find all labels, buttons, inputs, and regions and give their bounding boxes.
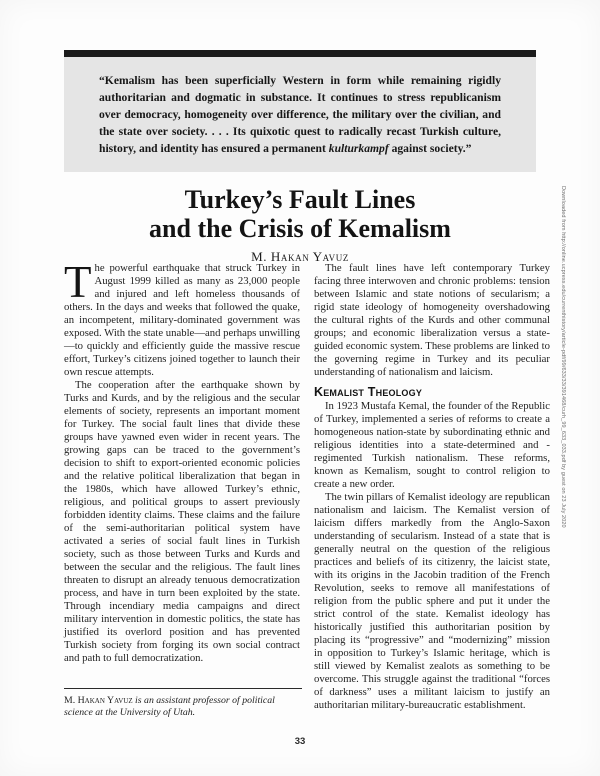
article-title: [64, 186, 536, 243]
article-title-line-2: and the Crisis of Kemalism: [149, 213, 451, 243]
paragraph-3: The fault lines have left contemporary Turkey facing three interwoven and chronic problems: tension between Islamic and state notions of secularism; a rigid state ideology of homogeneity overshadowing the cultural rights of the Kurds and other communal groups; and economic liberalization versus a state-guided economic system. These problems are linked to the governing regime in Turkey and its peculiar understanding of nationalism and laicism.: [314, 262, 550, 378]
pull-quote-text-block: [64, 57, 536, 172]
footnote-text: is an assistant professor of political science at the University of Utah.: [64, 695, 275, 718]
paragraph-1-text: he powerful earthquake that struck Turkey in August 1999 killed as many as 23,000 people and injured and left homeless thousands of others. In the days and weeks that followed the quake, an incompetent, military-dominated government was exposed. With the state unable—and perhaps unwilling—to quickly and efficiently guide the massive rescue effort, Turkey’s citizens joined together to launch their own rescue attempts.: [64, 262, 300, 378]
pull-quote-italic-term: kulturkampf: [328, 142, 389, 155]
section-heading-kemalist-theology: Kemalist Theology: [314, 385, 423, 399]
article-title-line-1: Turkey’s Fault Lines: [184, 185, 416, 214]
download-watermark: Downloaded from http://online.ucpress.edu/currenthistory/article-pdf/99/633/33/391468/curh_99_633_033.pdf by guest on 23 July 2020: [560, 186, 566, 528]
page-number: 33: [294, 736, 306, 747]
pull-quote-box: [64, 50, 536, 172]
pull-quote-text-start: “Kemalism has been superficially Western in form while remaining rigidly authoritarian and dogmatic in substance. It continues to stress republicanism over democracy, homogeneity over difference, the military over the civilian, and the state over society. . . . Its quixotic quest to radically recast Turkish culture, history, and identity has ensured a permanent: [99, 74, 501, 155]
paragraph-1: [64, 257, 300, 379]
author-footnote: [64, 688, 302, 719]
article-body: [64, 257, 550, 712]
author-byline: M. Hakan Yavuz: [251, 249, 349, 264]
right-column: [314, 262, 550, 712]
drop-cap: T: [64, 257, 92, 307]
paragraph-5: The twin pillars of Kemalist ideology are republican nationalism and laicism. The Kemalist version of laicism differs markedly from the Anglo-Saxon understanding of secularism. Instead of a state that is generally neutral on the question of the religious practices and beliefs of its citizenry, the laicist state, with its origins in the Jacobin tradition of the French Revolution, seeks to remove all manifestations of religion from the public sphere and put it under the strict control of the state. Kemalist ideology has historically justified this authoritarian position by placing its “progressive” and “modernizing” mission in opposition to Turkey’s Islamic heritage, which is still viewed by Kemalist zealots as something to be overcome. This struggle against the traditional “forces of darkness” uses a militant laicism to justify an authoritarian military-bureaucratic establishment.: [314, 491, 550, 711]
pull-quote-top-bar: [64, 50, 536, 57]
paragraph-2: The cooperation after the earthquake shown by Turks and Kurds, and by the religious and the secular elements of society, represents an important moment for Turkey. The social fault lines that divide these groups have yawned even wider in recent years. The growing gaps can be traced to the government’s decision to shift to export-oriented economic policies and the relative political liberalization that began in the 1980s, which have allowed Turkey’s ethnic, religious, and political groups to assert previously forbidden identity claims. These claims and the failure of the semi-authoritarian political system have activated a series of social fault lines in Turkish society, such as those between Turks and Kurds and between the secular and the religious. The fault lines threaten to disrupt an already tenuous democratization process, and have in turn been exploited by the state. Through incendiary media campaigns and direct military intervention in domestic politics, the state has justified its overlord position and has prevented Turkish society from forging its own social contract and path to full democratization.: [64, 379, 300, 664]
paragraph-4: In 1923 Mustafa Kemal, the founder of the Republic of Turkey, implemented a series of reforms to create a homogeneous nation-state by subordinating ethnic and religious identities into a state-determined and -regimented Turkish nationalism. These reforms, known as Kemalism, sought to control religion to create a new order.: [314, 400, 550, 490]
left-column: [64, 257, 300, 712]
pull-quote-text-end: against society.”: [388, 142, 472, 155]
footnote-author-name: M. Hakan Yavuz: [64, 695, 133, 706]
title-block: [64, 186, 536, 265]
